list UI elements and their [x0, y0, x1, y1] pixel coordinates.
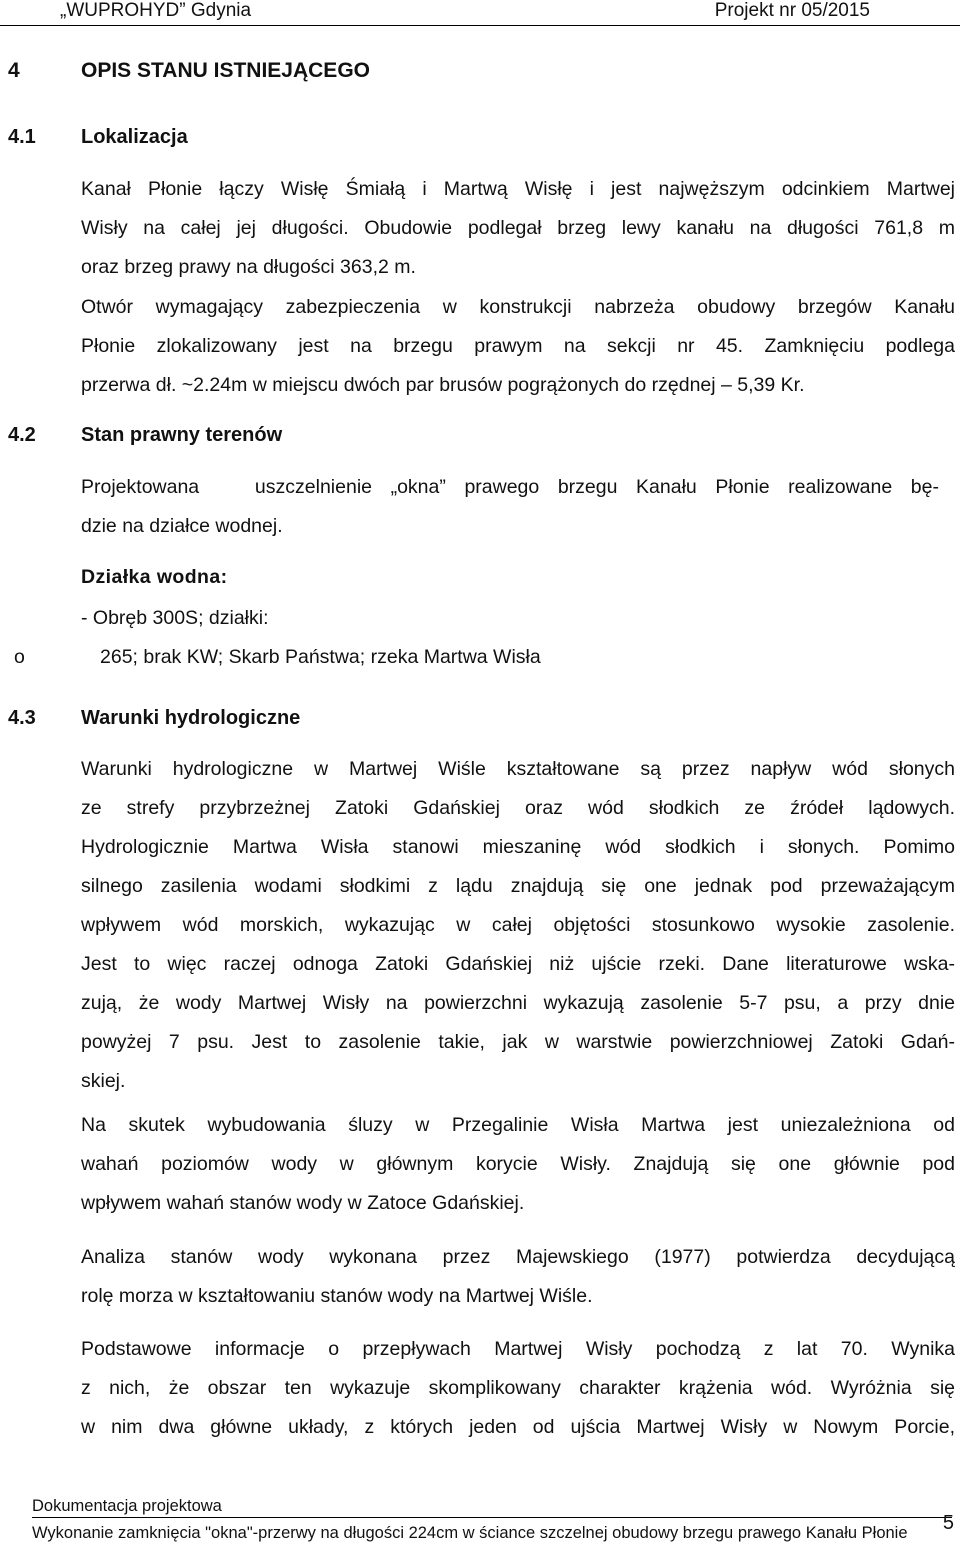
section-4-3-paragraph-1	[81, 750, 955, 1101]
paragraph-line: rolę morza w kształtowaniu stanów wody na Martwej Wiśle.	[81, 1285, 593, 1307]
paragraph-line: Hydrologicznie Martwa Wisła stanowi mieszaninę wód słodkich i słonych. Pomimo	[81, 836, 955, 858]
section-4-2-paragraph	[81, 468, 939, 546]
paragraph-line: Płonie zlokalizowany jest na brzegu prawym na sekcji nr 45. Zamknięciu podlega	[81, 335, 955, 357]
paragraph-line: Podstawowe informacje o przepływach Martwej Wisły pochodzą z lat 70. Wynika	[81, 1338, 955, 1360]
paragraph-line: oraz brzeg prawy na długości 363,2 m.	[81, 256, 416, 278]
section-4-3-paragraph-2	[81, 1106, 955, 1223]
plot-details: 265; brak KW; Skarb Państwa; rzeka Martwa Wisła	[100, 646, 541, 668]
paragraph-line: Wisły na całej jej długości. Obudowie podlegał brzeg lewy kanału na długości 761,8 m	[81, 217, 955, 239]
paragraph-line: powyżej 7 psu. Jest to zasolenie takie, jak w warstwie powierzchniowej Zatoki Gdań-	[81, 1031, 955, 1053]
header-project-number: Projekt nr 05/2015	[714, 0, 870, 21]
paragraph-line: Otwór wymagający zabezpieczenia w konstrukcji nabrzeża obudowy brzegów Kanału	[81, 296, 955, 318]
paragraph-line: przerwa dł. ~2.24m w miejscu dwóch par brusów pogrążonych do rzędnej – 5,39 Kr.	[81, 374, 805, 396]
paragraph-line: wpływem wahań stanów wody w Zatoce Gdańskiej.	[81, 1192, 525, 1214]
paragraph-line: wpływem wód morskich, wykazując w całej objętości stosunkowo wysokie zasolenie.	[81, 914, 955, 936]
header-divider	[0, 25, 960, 26]
paragraph-line: zują, że wody Martwej Wisły na powierzchni wykazują zasolenie 5-7 psu, a przy dnie	[81, 992, 955, 1014]
plot-district: - Obręb 300S; działki:	[81, 607, 269, 629]
footer-divider	[32, 1517, 952, 1518]
paragraph-line: skiej.	[81, 1070, 126, 1092]
section-4-2-title: Stan prawny terenów	[81, 424, 283, 446]
plot-heading: Działka wodna:	[81, 566, 228, 588]
paragraph-line: Kanał Płonie łączy Wisłę Śmiałą i Martwą Wisłę i jest najwęższym odcinkiem Martwej	[81, 178, 955, 200]
footer-document-type: Dokumentacja projektowa	[32, 1497, 222, 1515]
paragraph-line: silnego zasilenia wodami słodkimi z lądu znajdują się one jednak pod przeważającym	[81, 875, 955, 897]
paragraph-line: dzie na działce wodnej.	[81, 515, 283, 537]
section-4-1-title: Lokalizacja	[81, 126, 188, 148]
paragraph-line: ze strefy przybrzeżnej Zatoki Gdańskiej oraz wód słodkich ze źródeł lądowych.	[81, 797, 955, 819]
section-4-title: OPIS STANU ISTNIEJĄCEGO	[81, 59, 370, 82]
paragraph-line: wahań poziomów wody w głównym korycie Wisły. Znajdują się one głównie pod	[81, 1153, 955, 1175]
paragraph-line: z nich, że obszar ten wykazuje skomplikowany charakter krążenia wód. Wyróżnia się	[81, 1377, 955, 1399]
section-4-3-number: 4.3	[8, 707, 36, 729]
paragraph-line: Warunki hydrologiczne w Martwej Wiśle kształtowane są przez napływ wód słonych	[81, 758, 955, 780]
footer-project-description: Wykonanie zamknięcia "okna"-przerwy na długości 224cm w ściance szczelnej obudowy brzegu prawego Kanału Płonie	[32, 1524, 908, 1542]
section-4-3-paragraph-4	[81, 1330, 955, 1447]
section-4-3-title: Warunki hydrologiczne	[81, 707, 301, 729]
paragraph-line: Projektowana uszczelnienie „okna” prawego brzegu Kanału Płonie realizowane bę-	[81, 476, 939, 498]
section-4-1-number: 4.1	[8, 126, 36, 148]
paragraph-line: Jest to więc raczej odnoga Zatoki Gdańskiej niż ujście rzeki. Dane literaturowe wska-	[81, 953, 955, 975]
paragraph-line: Analiza stanów wody wykonana przez Majewskiego (1977) potwierdza decydującą	[81, 1246, 955, 1268]
header-company: „WUPROHYD” Gdynia	[60, 0, 252, 21]
section-4-1-paragraph-2	[81, 288, 955, 405]
paragraph-line: Na skutek wybudowania śluzy w Przegalinie Wisła Martwa jest uniezależniona od	[81, 1114, 955, 1136]
page-number: 5	[942, 1512, 954, 1534]
section-4-number: 4	[8, 59, 20, 82]
paragraph-line: w nim dwa główne układy, z których jeden od ujścia Martwej Wisły w Nowym Porcie,	[81, 1416, 955, 1438]
section-4-2-number: 4.2	[8, 424, 36, 446]
bullet-marker: o	[14, 646, 25, 668]
section-4-1-paragraph-1	[81, 170, 955, 287]
section-4-3-paragraph-3	[81, 1238, 955, 1316]
